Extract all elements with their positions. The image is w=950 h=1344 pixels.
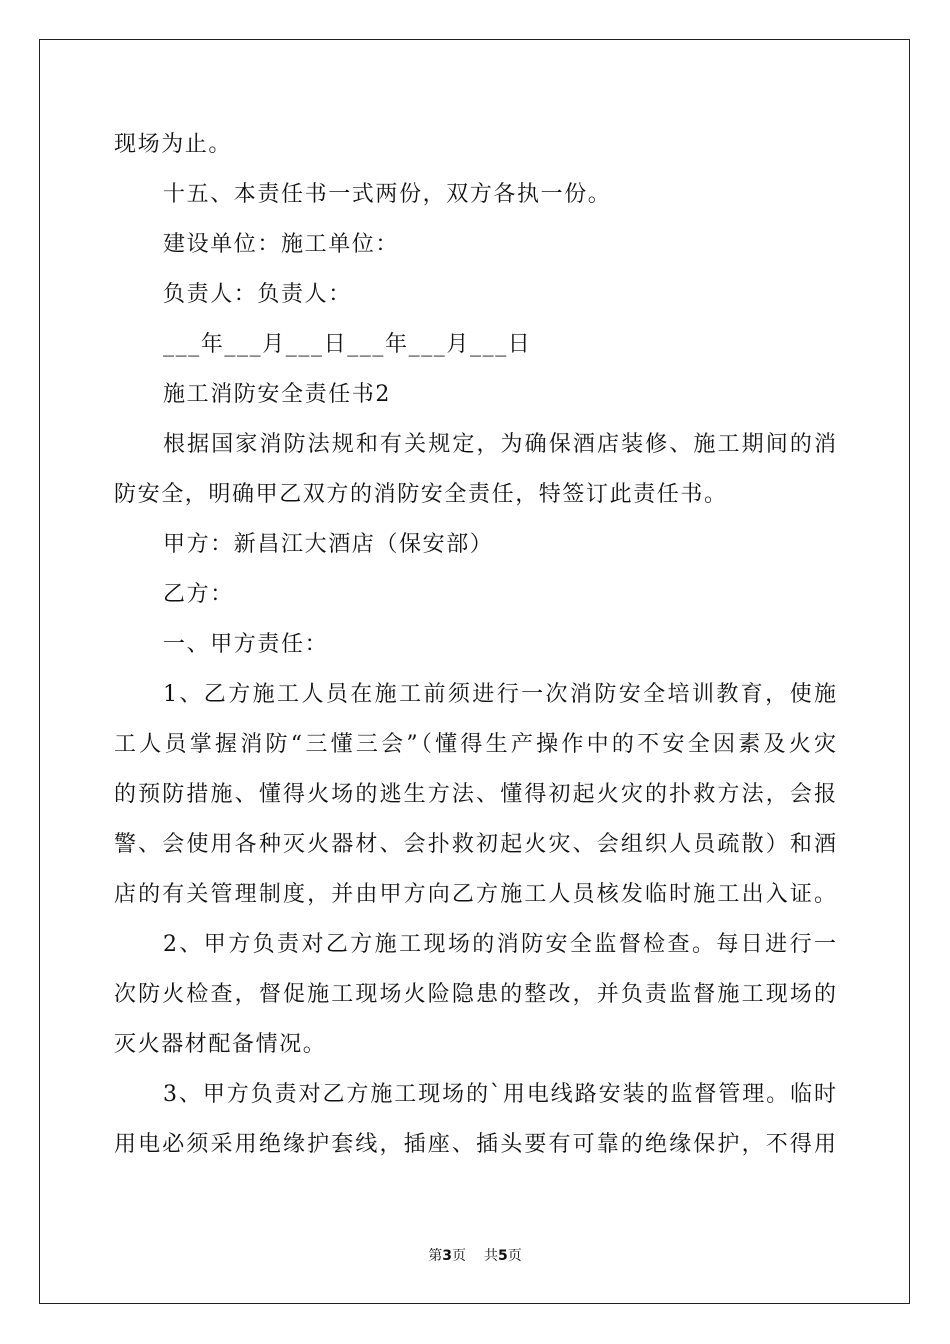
text-line: 2、甲方负责对乙方施工现场的消防安全监督检查。每日进行一 <box>163 932 836 957</box>
date-line: ___年___月___日___年___月___日 <box>163 332 532 357</box>
text-line: 次防火检查，督促施工现场火险隐患的整改，并负责监督施工现场的 <box>114 982 836 1007</box>
text-line: 灭火器材配备情况。 <box>114 1032 327 1057</box>
section-title: 施工消防安全责任书2 <box>163 382 391 407</box>
page-label: 页 <box>452 1248 466 1264</box>
text-line: 店的有关管理制度，并由甲方向乙方施工人员核发临时施工出入证。 <box>114 882 836 907</box>
total-label: 页 <box>507 1248 522 1264</box>
document-body <box>114 120 836 1170</box>
text-line: 的预防措施、懂得火场的逃生方法、懂得初起火灾的扑救方法，会报 <box>114 782 836 807</box>
text-line: 建设单位：施工单位： <box>163 232 400 257</box>
text-line: 防安全，明确甲乙双方的消防安全责任，特签订此责任书。 <box>114 482 728 507</box>
text-line: 现场为止。 <box>114 132 233 157</box>
text-line: 一、甲方责任： <box>163 632 329 657</box>
text-line: 负责人：负责人： <box>163 282 352 307</box>
text-line: 3、甲方负责对乙方施工现场的`用电线路安装的监督管理。临时 <box>163 1082 836 1107</box>
text-line: 十五、本责任书一式两份，双方各执一份。 <box>163 182 612 207</box>
text-line: 根据国家消防法规和有关规定，为确保酒店装修、施工期间的消 <box>163 432 836 457</box>
page-total: 5 <box>498 1248 508 1264</box>
page-prefix: 第 <box>428 1248 443 1264</box>
text-line: 警、会使用各种灭火器材、会扑救初起火灾、会组织人员疏散）和酒 <box>114 832 836 857</box>
text-line: 甲方：新昌江大酒店（保安部） <box>163 532 494 557</box>
page-footer <box>0 1245 950 1265</box>
total-prefix: 共 <box>484 1248 498 1264</box>
text-line: 用电必须采用绝缘护套线，插座、插头要有可靠的绝缘保护，不得用 <box>114 1132 836 1157</box>
text-line: 乙方： <box>163 582 234 607</box>
text-line: 工人员掌握消防“三懂三会”（懂得生产操作中的不安全因素及火灾 <box>114 732 836 757</box>
page-number: 3 <box>442 1248 452 1264</box>
text-line: 1、乙方施工人员在施工前须进行一次消防安全培训教育，使施 <box>163 682 836 707</box>
